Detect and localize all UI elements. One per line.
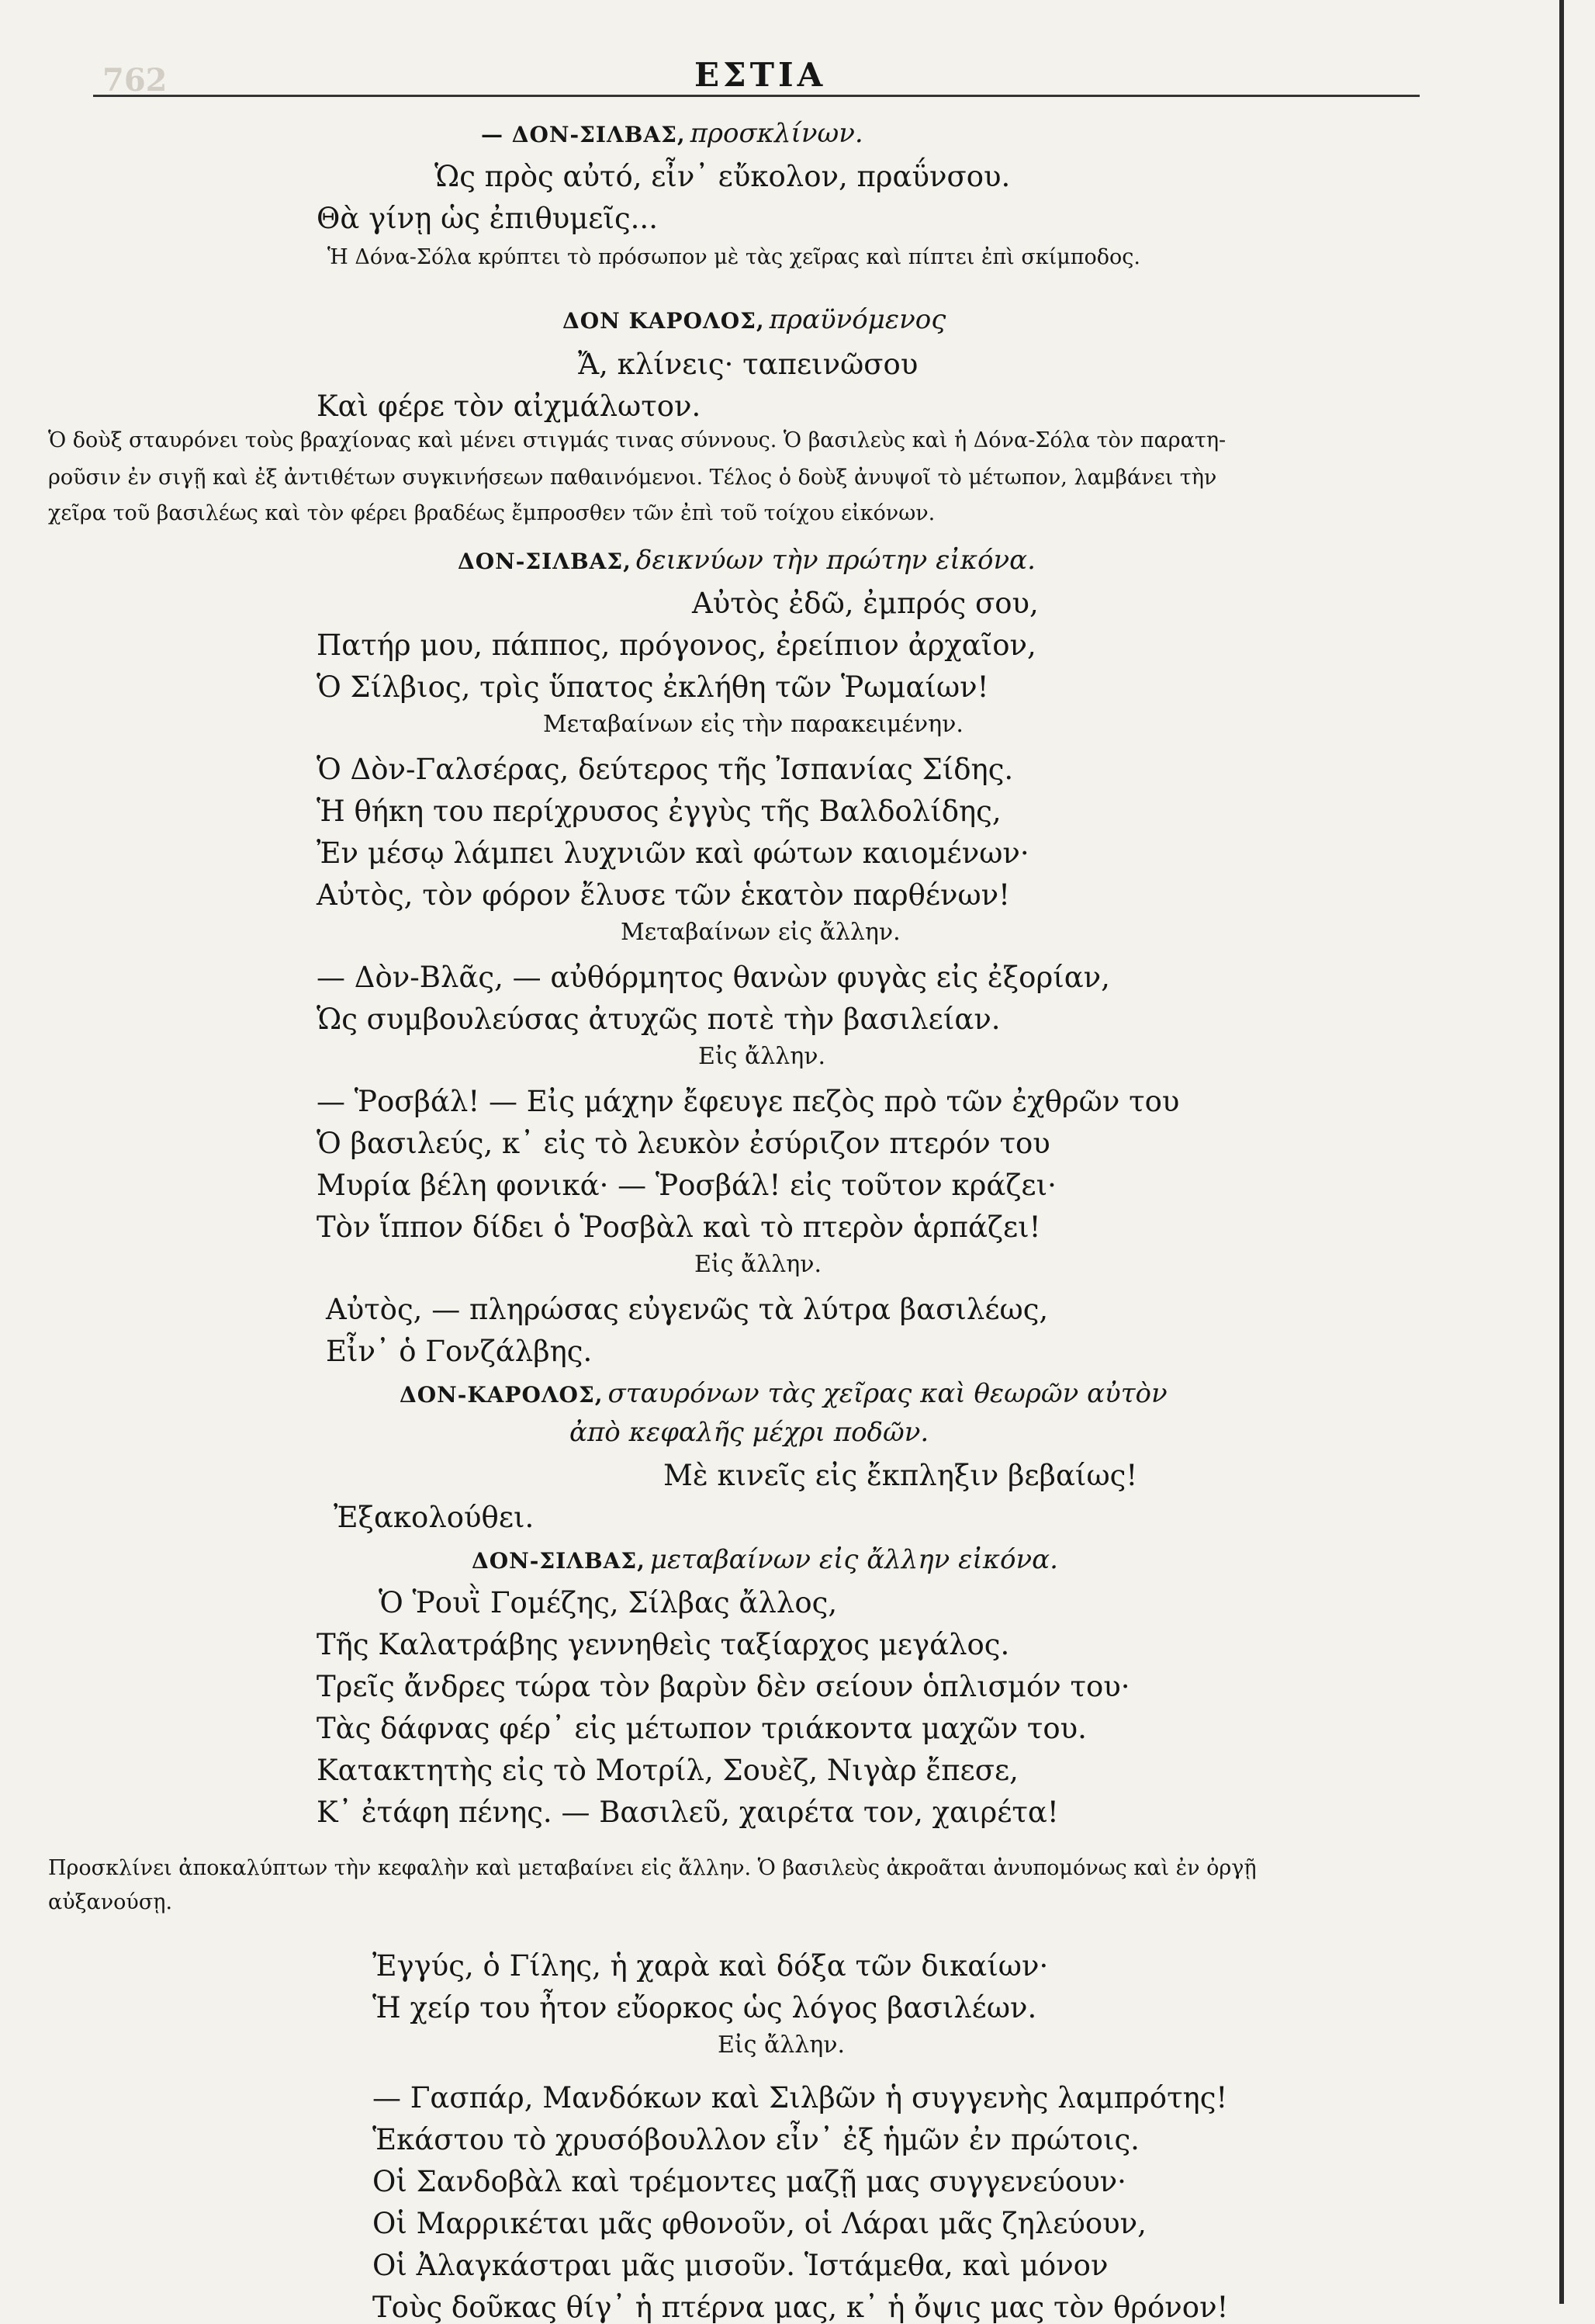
verse-line: Αὐτὸς ἐδῶ, ἐμπρός σου, (692, 587, 1039, 620)
verse-line: Τρεῖς ἄνδρες τώρα τὸν βαρὺν δὲν σείουν ὁπλισμόν του· (317, 1670, 1130, 1703)
speaker-name: — ΔΟΝ-ΣΙΛΒΑΣ, (481, 122, 686, 147)
stage-direction: Εἰς ἄλλην. (698, 1043, 826, 1070)
stage-direction: μεταβαίνων εἰς ἄλλην εἰκόνα. (649, 1544, 1058, 1575)
verse-line: Τὰς δάφνας φέρ᾽ εἰς μέτωπον τριάκοντα μαχῶν του. (317, 1712, 1087, 1745)
speaker-line (472, 1544, 1058, 1575)
verse-line: Ἡ χείρ του ἦτον εὔορκος ὡς λόγος βασιλέων. (372, 1991, 1037, 2024)
verse-line: Μυρία βέλη φονικά· — Ῥοσβάλ! εἰς τοῦτον κράζει· (317, 1169, 1057, 1202)
verse-line: Πατήρ μου, πάππος, πρόγονος, ἐρείπιον ἀρχαῖον, (317, 629, 1036, 662)
verse-line: Ὡς πρὸς αὐτό, εἶν᾽ εὔκολον, πραΰνσου. (434, 160, 1011, 193)
stage-direction: Μεταβαίνων εἰς ἄλλην. (621, 919, 901, 946)
speaker-name: ΔΟΝ-ΣΙΛΒΑΣ, (472, 1548, 645, 1574)
speaker-line (400, 1378, 1168, 1409)
verse-line: Καὶ φέρε τὸν αἰχμάλωτον. (317, 390, 701, 423)
verse-line: Τοὺς δοῦκας θίγ᾽ ἡ πτέρνα μας, κ᾽ ἡ ὄψις μας τὸν θρόνον! (372, 2291, 1229, 2324)
speaker-name: ΔΟΝ ΚΑΡΟΛΟΣ, (562, 308, 765, 334)
speaker-line (458, 545, 1036, 576)
page-number: 762 (102, 62, 168, 99)
verse-line: — Γασπάρ, Μανδόκων καὶ Σιλβῶν ἡ συγγενὴς λαμπρότης! (372, 2081, 1228, 2114)
prose-direction: ροῦσιν ἐν σιγῇ καὶ ἐξ ἀντιθέτων συγκινήσεων παθαινόμενοι. Τέλος ὁ δοὺξ ἀνυψοῖ τὸ μέτωπον, λαμβάνει τὴν (48, 466, 1217, 490)
speaker-line (481, 118, 863, 149)
header-rule (93, 95, 1420, 97)
stage-direction: Μεταβαίνων εἰς τὴν παρακειμένην. (543, 711, 964, 738)
verse-line: Ὁ Ῥουῒ Γομέζης, Σίλβας ἄλλος, (379, 1586, 838, 1619)
masthead: ΕΣΤΙΑ (694, 56, 827, 94)
prose-direction: Προσκλίνει ἀποκαλύπτων τὴν κεφαλὴν καὶ μεταβαίνει εἰς ἄλλην. Ὁ βασιλεὺς ἀκροᾶται ἀνυπομόνως καὶ ἐν ὀργῇ (48, 1856, 1257, 1880)
verse-line: Οἱ Σανδοβὰλ καὶ τρέμοντες μαζῇ μας συγγενεύουν· (372, 2165, 1126, 2198)
speaker-line (562, 304, 946, 335)
verse-line: Οἱ Μαρρικέται μᾶς φθονοῦν, οἱ Λάραι μᾶς ζηλεύουν, (372, 2207, 1147, 2240)
stage-direction: δεικνύων τὴν πρώτην εἰκόνα. (635, 545, 1036, 576)
verse-line: Οἱ Ἀλαγκάστραι μᾶς μισοῦν. Ἱστάμεθα, καὶ μόνον (372, 2249, 1109, 2282)
verse-line: Ἡ θήκη του περίχρυσος ἐγγὺς τῆς Βαλδολίδης, (317, 795, 1002, 828)
verse-line: Εἶν᾽ ὁ Γονζάλβης. (326, 1335, 593, 1368)
verse-line: Ἑκάστου τὸ χρυσόβουλλον εἶν᾽ ἐξ ἡμῶν ἐν πρώτοις. (372, 2123, 1140, 2156)
verse-line: Κατακτητὴς εἰς τὸ Μοτρίλ, Σουὲζ, Νιγὰρ ἔπεσε, (317, 1754, 1019, 1787)
page-edge (1559, 0, 1564, 2304)
stage-direction: ἀπὸ κεφαλῆς μέχρι ποδῶν. (569, 1417, 929, 1448)
speaker-name: ΔΟΝ-ΚΑΡΟΛΟΣ, (400, 1382, 604, 1408)
verse-line: Τῆς Καλατράβης γεννηθεὶς ταξίαρχος μεγάλος. (317, 1628, 1010, 1661)
verse-line: Ὁ βασιλεύς, κ᾽ εἰς τὸ λευκὸν ἐσύριζον πτερόν του (317, 1127, 1050, 1160)
verse-line: Ὡς συμβουλεύσας ἀτυχῶς ποτὲ τὴν βασιλείαν. (317, 1003, 1001, 1036)
prose-direction: Ὁ δοὺξ σταυρόνει τοὺς βραχίονας καὶ μένει στιγμάς τινας σύννους. Ὁ βασιλεὺς καὶ ἡ Δόνα-Σόλα τὸν παρατη- (48, 428, 1227, 452)
verse-line: Ὁ Δὸν-Γαλσέρας, δεύτερος τῆς Ἰσπανίας Σίδης. (317, 753, 1014, 786)
prose-direction: χεῖρα τοῦ βασιλέως καὶ τὸν φέρει βραδέως ἔμπροσθεν τῶν ἐπὶ τοῦ τοίχου εἰκόνων. (48, 501, 936, 525)
stage-direction: Εἰς ἄλλην. (718, 2031, 846, 2059)
speaker-line (565, 1417, 929, 1448)
verse-line: Αὐτὸς, τὸν φόρον ἔλυσε τῶν ἑκατὸν παρθένων! (317, 878, 1011, 912)
prose-direction: αὐξανούσῃ. (48, 1890, 173, 1914)
verse-line: — Ῥοσβάλ! — Εἰς μάχην ἔφευγε πεζὸς πρὸ τῶν ἐχθρῶν του (317, 1085, 1180, 1118)
stage-direction: προσκλίνων. (690, 118, 863, 149)
stage-direction: Εἰς ἄλλην. (694, 1251, 822, 1278)
verse-line: Ἄ, κλίνεις· ταπεινῶσου (578, 348, 919, 381)
verse-line: Ὁ Σίλβιος, τρὶς ὕπατος ἐκλήθη τῶν Ῥωμαίων! (317, 670, 989, 704)
stage-direction: πραϋνόμενος (769, 304, 946, 335)
verse-line: Μὲ κινεῖς εἰς ἔκπληξιν βεβαίως! (663, 1459, 1138, 1492)
stage-direction: σταυρόνων τὰς χεῖρας καὶ θεωρῶν αὐτὸν (607, 1378, 1168, 1409)
verse-line: Ἐν μέσῳ λάμπει λυχνιῶν καὶ φώτων καιομένων· (317, 836, 1029, 870)
speaker-name: ΔΟΝ-ΣΙΛΒΑΣ, (458, 549, 631, 574)
verse-line: Κ᾽ ἐτάφη πένης. — Βασιλεῦ, χαιρέτα τον, χαιρέτα! (317, 1796, 1059, 1829)
prose-direction: Ἡ Δόνα-Σόλα κρύπτει τὸ πρόσωπον μὲ τὰς χεῖρας καὶ πίπτει ἐπὶ σκίμποδος. (327, 245, 1141, 269)
verse-line: — Δὸν-Βλᾶς, — αὐθόρμητος θανὼν φυγὰς εἰς ἐξορίαν, (317, 961, 1110, 994)
verse-line: Ἐξακολούθει. (334, 1501, 535, 1534)
verse-line: Θὰ γίνῃ ὡς ἐπιθυμεῖς... (317, 202, 658, 235)
verse-line: Ἐγγύς, ὁ Γίλης, ἡ χαρὰ καὶ δόξα τῶν δικαίων· (372, 1949, 1049, 1983)
verse-line: Αὐτὸς, — πληρώσας εὐγενῶς τὰ λύτρα βασιλέως, (326, 1293, 1049, 1326)
verse-line: Τὸν ἵππον δίδει ὁ Ῥοσβὰλ καὶ τὸ πτερὸν ἁρπάζει! (317, 1210, 1041, 1244)
